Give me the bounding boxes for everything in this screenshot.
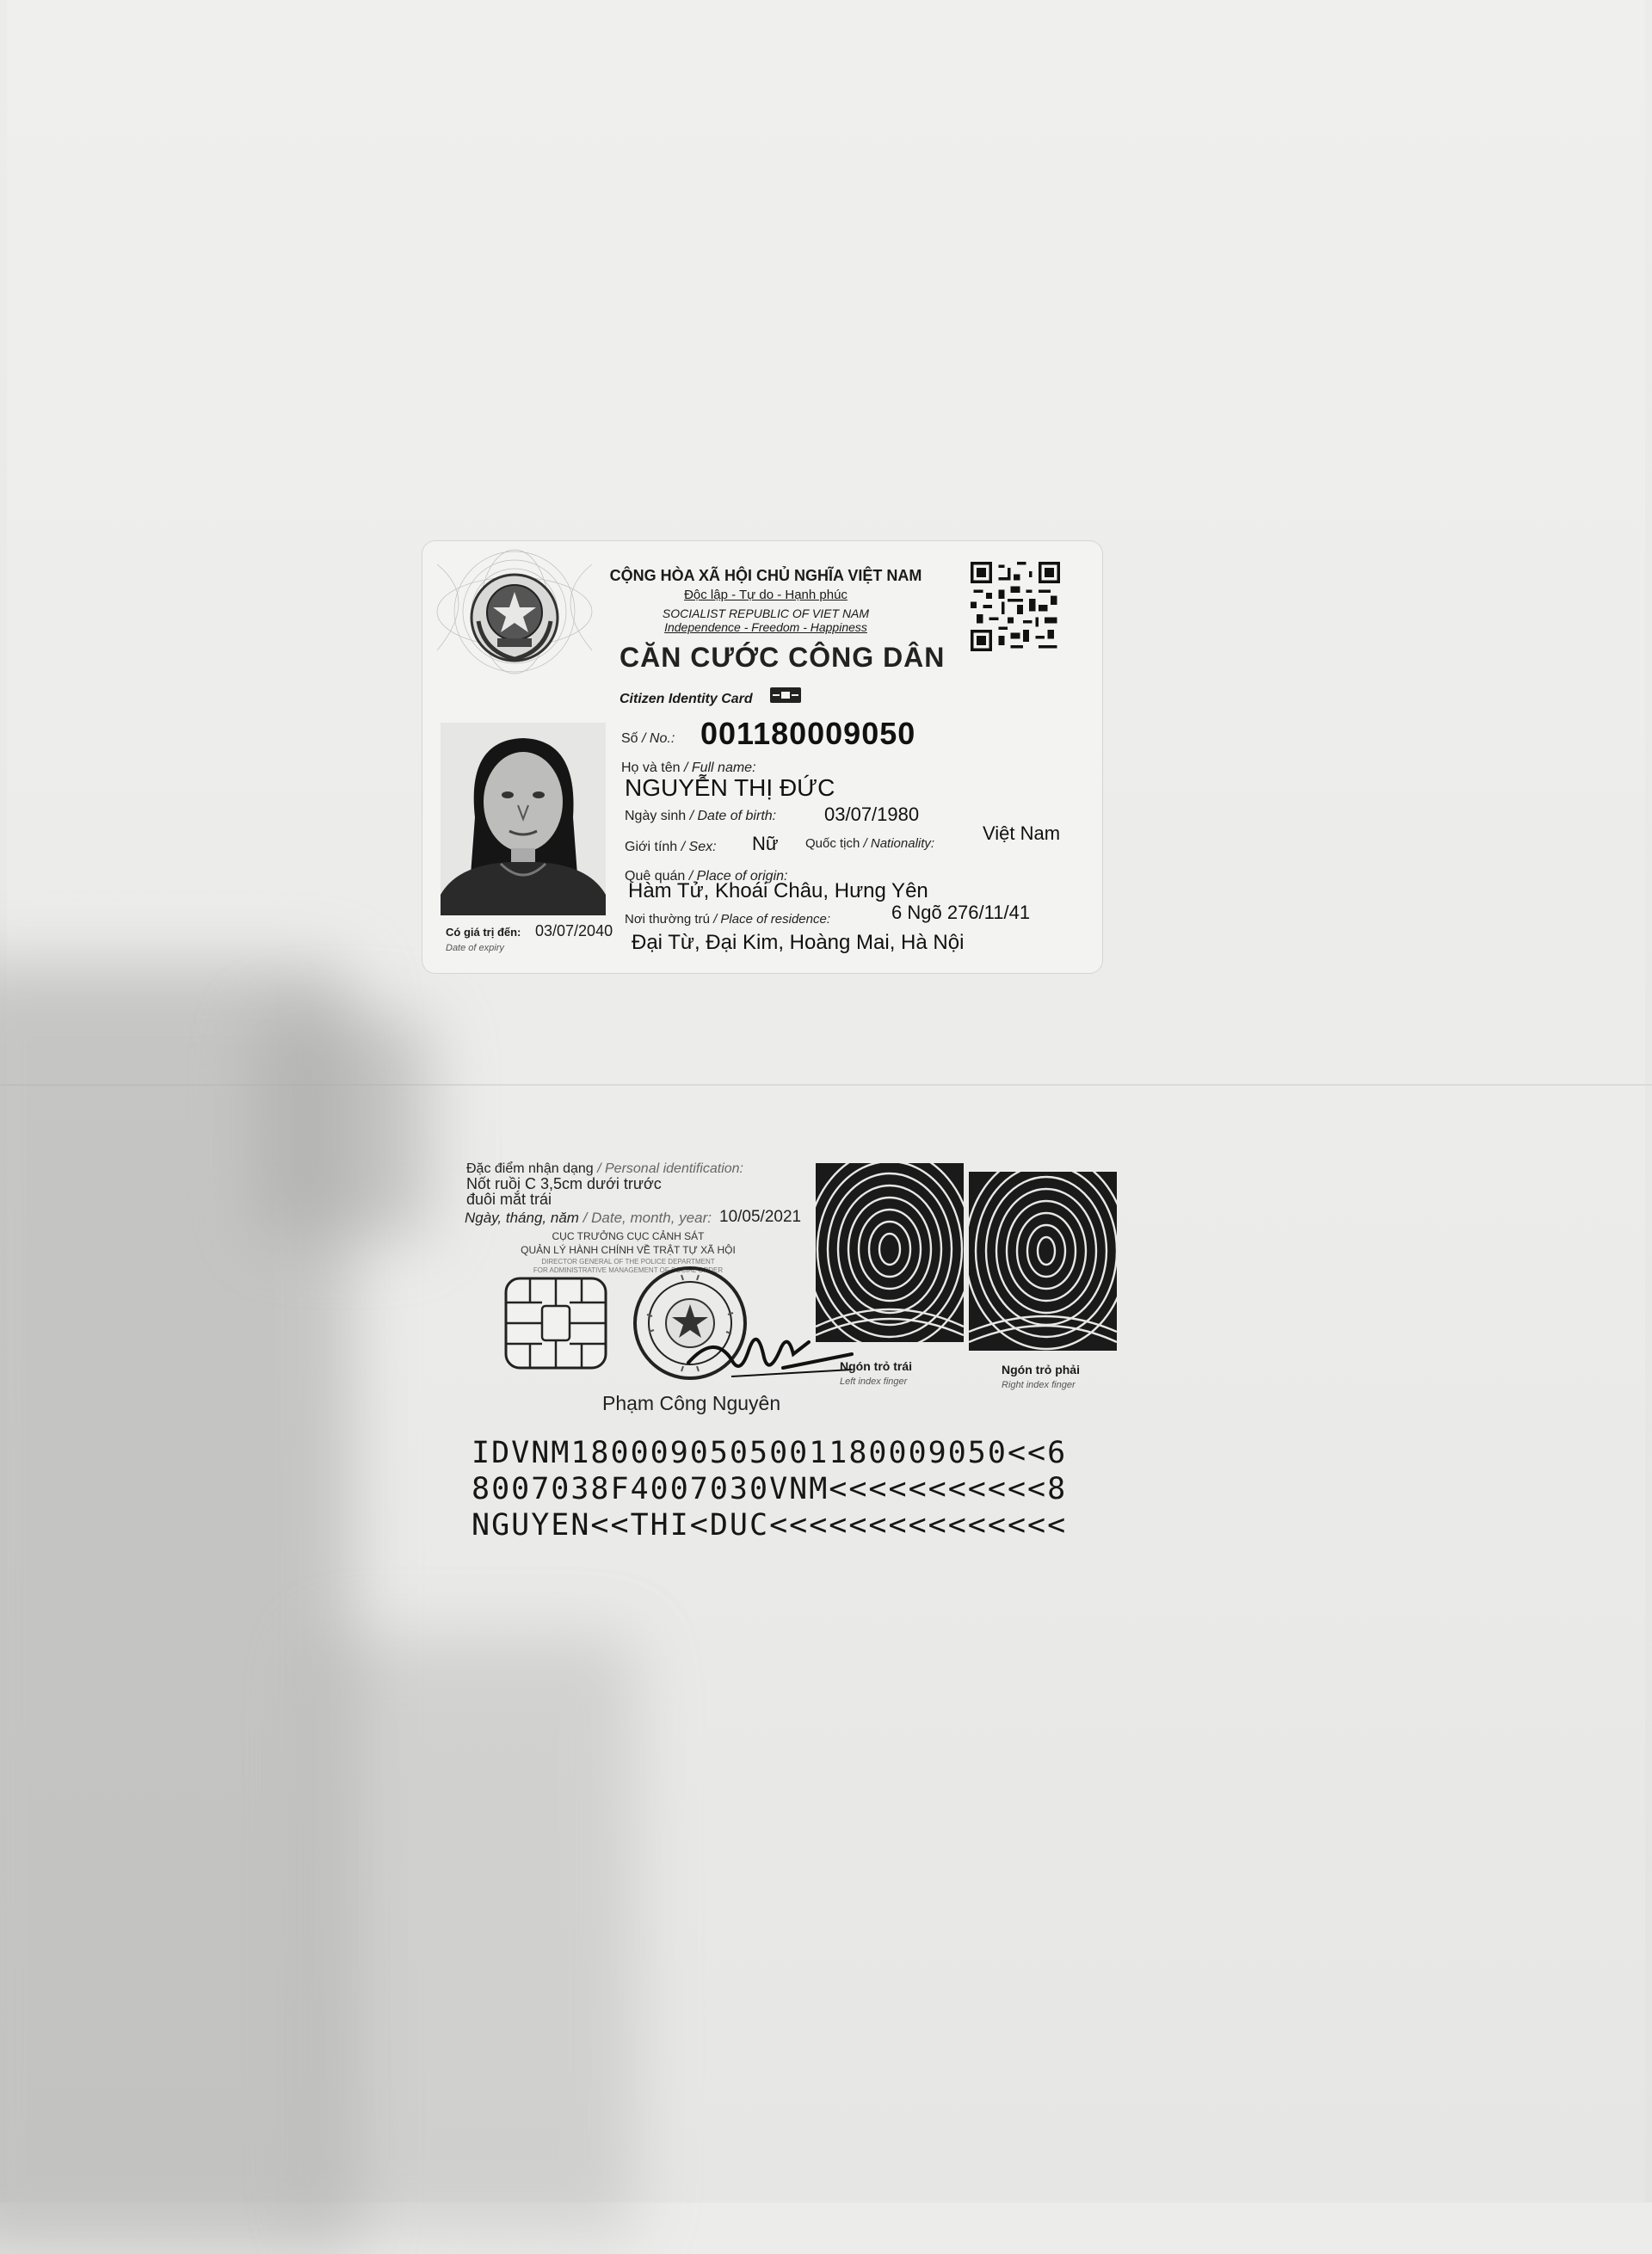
nationality-label: Quốc tịch / Nationality: (805, 836, 935, 851)
chip-symbol-icon (769, 687, 802, 704)
left-fingerprint-icon (816, 1163, 964, 1342)
issue-date-label: Ngày, tháng, năm / Date, month, year: (465, 1210, 712, 1226)
residence-label: Nơi thường trú / Place of residence: (625, 912, 831, 927)
expiry-label: Có giá trị đến: (446, 926, 521, 939)
place-of-origin: Hàm Tử, Khoái Châu, Hưng Yên (628, 879, 928, 902)
right-finger-label: Ngón trỏ phải (1002, 1363, 1080, 1376)
hand-shadow-edge (258, 1015, 430, 1239)
motto: Độc lập - Tự do - Hạnh phúc (684, 588, 848, 602)
number-label: Số / No.: (621, 731, 675, 746)
qr-code (971, 562, 1060, 651)
residence-line2: Đại Từ, Đại Kim, Hoàng Mai, Hà Nội (632, 931, 965, 954)
expiry-date: 03/07/2040 (535, 922, 613, 939)
personal-id-line2: đuôi mắt trái (466, 1191, 552, 1208)
card-title: CĂN CƯỚC CÔNG DÂN (620, 642, 946, 673)
personal-id-label: Đặc điểm nhận dạng / Personal identification: (466, 1161, 743, 1176)
right-fingerprint-icon (969, 1172, 1117, 1351)
full-name: NGUYỄN THỊ ĐỨC (625, 774, 835, 801)
issue-date: 10/05/2021 (719, 1208, 802, 1226)
authority-en-line1: DIRECTOR GENERAL OF THE POLICE DEPARTMENT (541, 1258, 715, 1266)
expiry-label-en: Date of expiry (446, 943, 504, 953)
machine-readable-zone (472, 1435, 1067, 1543)
authority-line1: CỤC TRƯỞNG CỤC CẢNH SÁT (552, 1230, 705, 1242)
id-card-front (422, 540, 1103, 974)
country-name-en: SOCIALIST REPUBLIC OF VIET NAM (662, 607, 870, 620)
national-emblem-icon (466, 570, 563, 666)
authority-en-line2: FOR ADMINISTRATIVE MANAGEMENT OF SOCIAL ORDER (533, 1266, 724, 1274)
personal-id-line1: Nốt ruồi C 3,5cm dưới trước (466, 1175, 662, 1192)
country-name: CỘNG HÒA XÃ HỘI CHỦ NGHĨA VIỆT NAM (609, 567, 922, 584)
right-finger-label-en: Right index finger (1002, 1380, 1076, 1390)
mrz-line-1: IDVNM1800090505001180009050<<6 (472, 1436, 1068, 1470)
lower-shadow (310, 1635, 637, 2237)
full-name-label: Họ và tên / Full name: (621, 761, 756, 775)
authority-line2: QUẢN LÝ HÀNH CHÍNH VỀ TRẬT TỰ XÃ HỘI (521, 1244, 736, 1256)
portrait-photo (441, 723, 606, 915)
mrz-line-3: NGUYEN<<THI<DUC<<<<<<<<<<<<<<< (472, 1508, 1068, 1543)
signer-name: Phạm Công Nguyên (602, 1392, 781, 1414)
left-finger-label: Ngón trỏ trái (840, 1359, 912, 1373)
id-number: 001180009050 (700, 716, 916, 751)
sex: Nữ (752, 833, 779, 854)
left-finger-label-en: Left index finger (840, 1376, 908, 1387)
residence-line1: 6 Ngõ 276/11/41 (891, 902, 1031, 923)
motto-en: Independence - Freedom - Happiness (664, 620, 867, 634)
sex-label: Giới tính / Sex: (625, 840, 717, 854)
card-subtitle: Citizen Identity Card (620, 692, 753, 706)
mrz-line-2: 8007038F4007030VNM<<<<<<<<<<<8 (472, 1472, 1068, 1506)
dob-label: Ngày sinh / Date of birth: (625, 809, 777, 823)
date-of-birth: 03/07/1980 (824, 804, 920, 825)
smart-chip-icon (504, 1277, 607, 1370)
origin-label: Quê quán / Place of origin: (625, 869, 788, 884)
nationality: Việt Nam (983, 822, 1061, 844)
